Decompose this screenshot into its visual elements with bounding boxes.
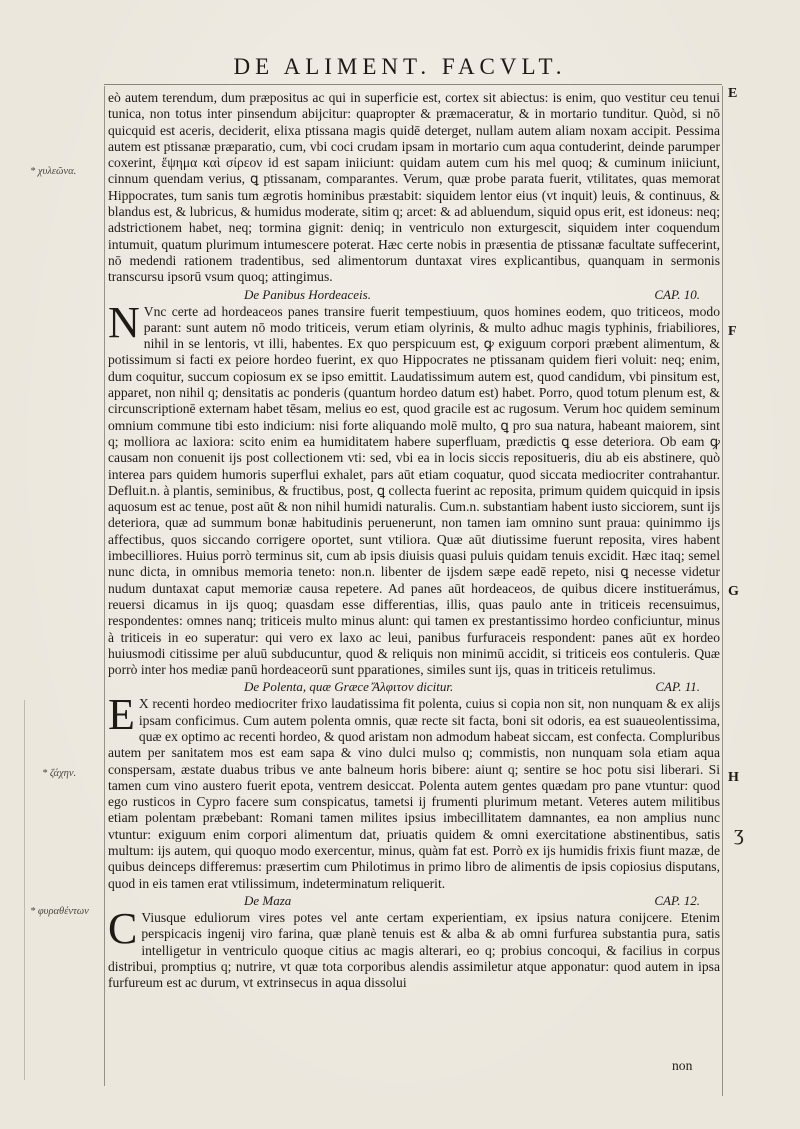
chapter-title: De Maza	[244, 892, 292, 908]
chapter-number: CAP. 10.	[654, 286, 700, 302]
margin-letter-e: E	[728, 86, 738, 101]
drop-cap: E	[108, 690, 135, 740]
chapter-title: De Panibus Hordeaceis.	[244, 286, 371, 302]
margin-letter-h: H	[728, 770, 739, 785]
chapter-body: Vnc certe ad hordeaceos panes transire fuerit tempestiuum, quos homines eodem, quo triticeos, modo parant: sunt autem nō modo triticeis, verum etiam olyrinis, & multo adhuc magis typhinis, friabiliores, nihil in se lentoris, vt illi, habentes. Ex quo perspicuum est, ꝙ exiguum corpori præbent alimentum, & potissimum si facti ex peiore hordeo fuerint, ex quo Hippocrates ne ptissanam quidem fieri voluit: neq; enim, dum coquitur, succum copiosum ex se ipso emittit. Laudatissimum autem est, quod candidum, vbi pinsitum est, apparet, non nihil q; densitatis ac ponderis (quantum hordeo datum est) habet. Porro, quod totum plenum est, & circunscriptionē externam habet tēsam, melius eo est, quod gracile est ac rugosum. Verum hoc quidem seminum omnium commune tibi esto indicium: nisi forte aliquando molē multo, ꝗ pro sua natura, habeant maiorem, sint q; molliora ac laxiora: scito enim ea humiditatem habere superfluam, prædictis ꝗ esse deteriora. Ob eam ꝙ causam non conuenit ijs post collectionem vti: sed, vbi ea in locis siccis repositueris, diu ab eis abstinere, quò interea pars quidem humoris superflui exhalet, pars aūt etiam coquatur, quod siccata mediocriter contrahantur. Defluit.n. à plantis, seminibus, & fructibus, post, ꝗ collecta fuerint ac reposita, primum quidem quicquid in ipsis aquosum est ac tenue, post aūt & non nihil humidi naturalis. Cum.n. substantiam habent iusto sicciorem, sunt ijs deteriora, quæ ad summum bonæ habitudinis peruenerunt, non tamen iam omnino sunt praua: quinimmo ijs affectibus, quos siccando corrigere oportet, sunt vtiliora. Quæ aūt diutissime fuerunt reposita, vires habent imbecilliores. Huius porrò terminus sit, cum ab ipsis diuisis quasi puluis quidam tenuis excidit. Hæc itaq; semel nunc dicta, in omnibus memoria teneto: non.n. libenter de ijsdem sæpe eadē repeto, nisi ꝗ necesse videtur nudum duntaxat caput memoriæ causa repetere. Ad panes aūt hordeaceos, de quibus dicere instituerámus, reuersi dicamus in ijs quoq; quasdam esse differentias, illis, quas paulo ante in triticeis recensuimus, respondentes: omnes nanq; triticeis multo minus alunt: qui tamen ex prestantissimo hordeo conficiuntur, minus à triticeis in eo superatur: qui vero ex laxo ac leui, panibus furfuraceis respondent: panes aūt ex hordeo huiusmodi citissime per aluū subducuntur, quod & reliquis non minimū accidit, si triticeis eos contuleris. Quæ porrò inter hos mediæ panū hordeaceorū sunt pparationes, similes sunt ijs, quas in triticeis retulimus.	[108, 303, 720, 678]
chapter-text-10	[108, 297, 720, 679]
chapter-title: De Polenta, quæ Græce Ἄλφιτον dicitur.	[244, 679, 454, 695]
margin-letter-g: G	[728, 584, 739, 599]
header-rule	[104, 84, 722, 85]
catchword: non	[672, 1058, 693, 1073]
drop-cap: C	[108, 903, 138, 953]
chapter-body: X recenti hordeo mediocriter frixo laudatissima fit polenta, cuius si copia non sit, non nunquam & ex alijs ipsam conficimus. Cum autem polenta omnis, quæ recte sit facta, boni sit odoris, ea est suaueolentissima, quæ ex optimo ac recenti hordeo, & quod aristam non admodum habeat siccam, est confecta. Compluribus autem per sanitatem mos est eam sapa & vino dulci mulso q; commistis, non nunquam sola etiam aqua conspersam, æstate duabus tribus ve ante balneum horis bibere: aiunt q; sentire se hoc potu sisi liberari. Si tamen cum vino austero fuerit epota, ventrem desiccat. Polenta autem gentes quædam pro pane vtuntur: quod ego rusticos in Cypro facere sum conspicatus, tametsi ij frumenti plurimum metant. Veteres autem militibus etiam polentam præbebant: Romani tamen milites ipsius imbecillitatem damnantes, ea non amplius nunc vtuntur: exiguum enim corpori alimentum dat, priuatis quidem & omni exercitatione abstinentibus, satis multum: ijs autem, qui quoquo modo exercentur, minus, quàm fat est. Porrò ex ijs humidis frixis fiunt mazæ, de quibus deinceps differemus: præsertim cum Philotimus in primo libro de alimentis de ipsis copiosius disputans, quod in eis tamen erat vtilissimum, indeterminatum reliquerit.	[108, 696, 720, 891]
handwritten-mark: ʒ	[734, 820, 744, 845]
drop-cap: N	[108, 297, 140, 347]
ruled-line-left	[104, 86, 105, 1086]
opening-paragraph: eò autem terendum, dum præpositus ac qui in superficie est, cortex sit abiectus: is enim, quo vestitur ceu tenui tunica, non totus inter pinsendum abijcitur: quapropter & præmaceratur, & in mortario tunditur. Quòd, si nō quicquid est aceris, deciderit, elixa ptissana magis quidē deterget, nullam autem aliam noxam accipit. Pessima autem est ptissanæ præparatio, cum, vbi coci crudam ipsam in mortario cum aqua contuderint, deinde parumper coxerint, ἕψημα καὶ σίρεον id est sapam iniiciunt: quidam autem cum his mel quoq; & cuminum iniiciunt, cinnum quendam verius, ꝗ ptissanam, comparantes. Verum, quæ probe parata fuerit, vtilitates, quas memorat Hippocrates, tum sanis tum ægrotis hominibus præstabit: siquidem lentor eius (vt inquit) leuis, & continuus, & blandus est, & lubricus, & humidus moderate, sitim q; arcet: & ad abluendum, siquid opus erit, est idoneus: neq; adstrictionem habet, neq; tormina gignit: deniq; in ventriculo non exturgescit, siquidem inter coquendum intumuit, quatum plurimum intumescere poterat. Hæc certe nobis in præsentia de ptissanæ facultate suffecerint, nō medendi rationem tradentibus, sed alimentorum duntaxat vires explicantibus, quanquam in sermonis transcursu ipsorū vsum quoq; attingimus.	[108, 90, 720, 285]
chapter-heading-12	[108, 892, 720, 910]
ruled-line-margin	[24, 700, 25, 1080]
text-column	[108, 90, 720, 991]
chapter-number: CAP. 11.	[655, 679, 700, 695]
chapter-heading-10	[108, 286, 720, 304]
chapter-text-11	[108, 690, 720, 892]
chapter-number: CAP. 12.	[654, 892, 700, 908]
chapter-body: Viusque eduliorum vires potes vel ante certam experientiam, ex ipsius natura conijcere. Etenim perspicacis ingenij viro farina, quæ planè tenuis est & alba & ab omni furfurea substantia pura, satis intelligetur in ventriculo quoque citius ac magis alterari, eo q; probius concoqui, & facilius in corpus distribui, promptius q; nutrire, vt quæ tota corporibus alendis assimiletur atque apponatur: quod autem in ipsa furfureum est ac durum, vt extrinsecus in aqua dissolui	[108, 909, 720, 991]
running-header: DE ALIMENT. FACVLT.	[233, 54, 567, 79]
margin-letter-f: F	[728, 324, 737, 339]
chapter-heading-11	[108, 678, 720, 696]
ruled-line-right	[722, 86, 723, 1096]
margin-note-1: * χυλεῶνα.	[30, 166, 77, 177]
margin-note-2: * ζάχην.	[42, 768, 77, 779]
margin-note-3: * φυραθέντων	[30, 906, 89, 917]
chapter-text-12	[108, 903, 720, 991]
